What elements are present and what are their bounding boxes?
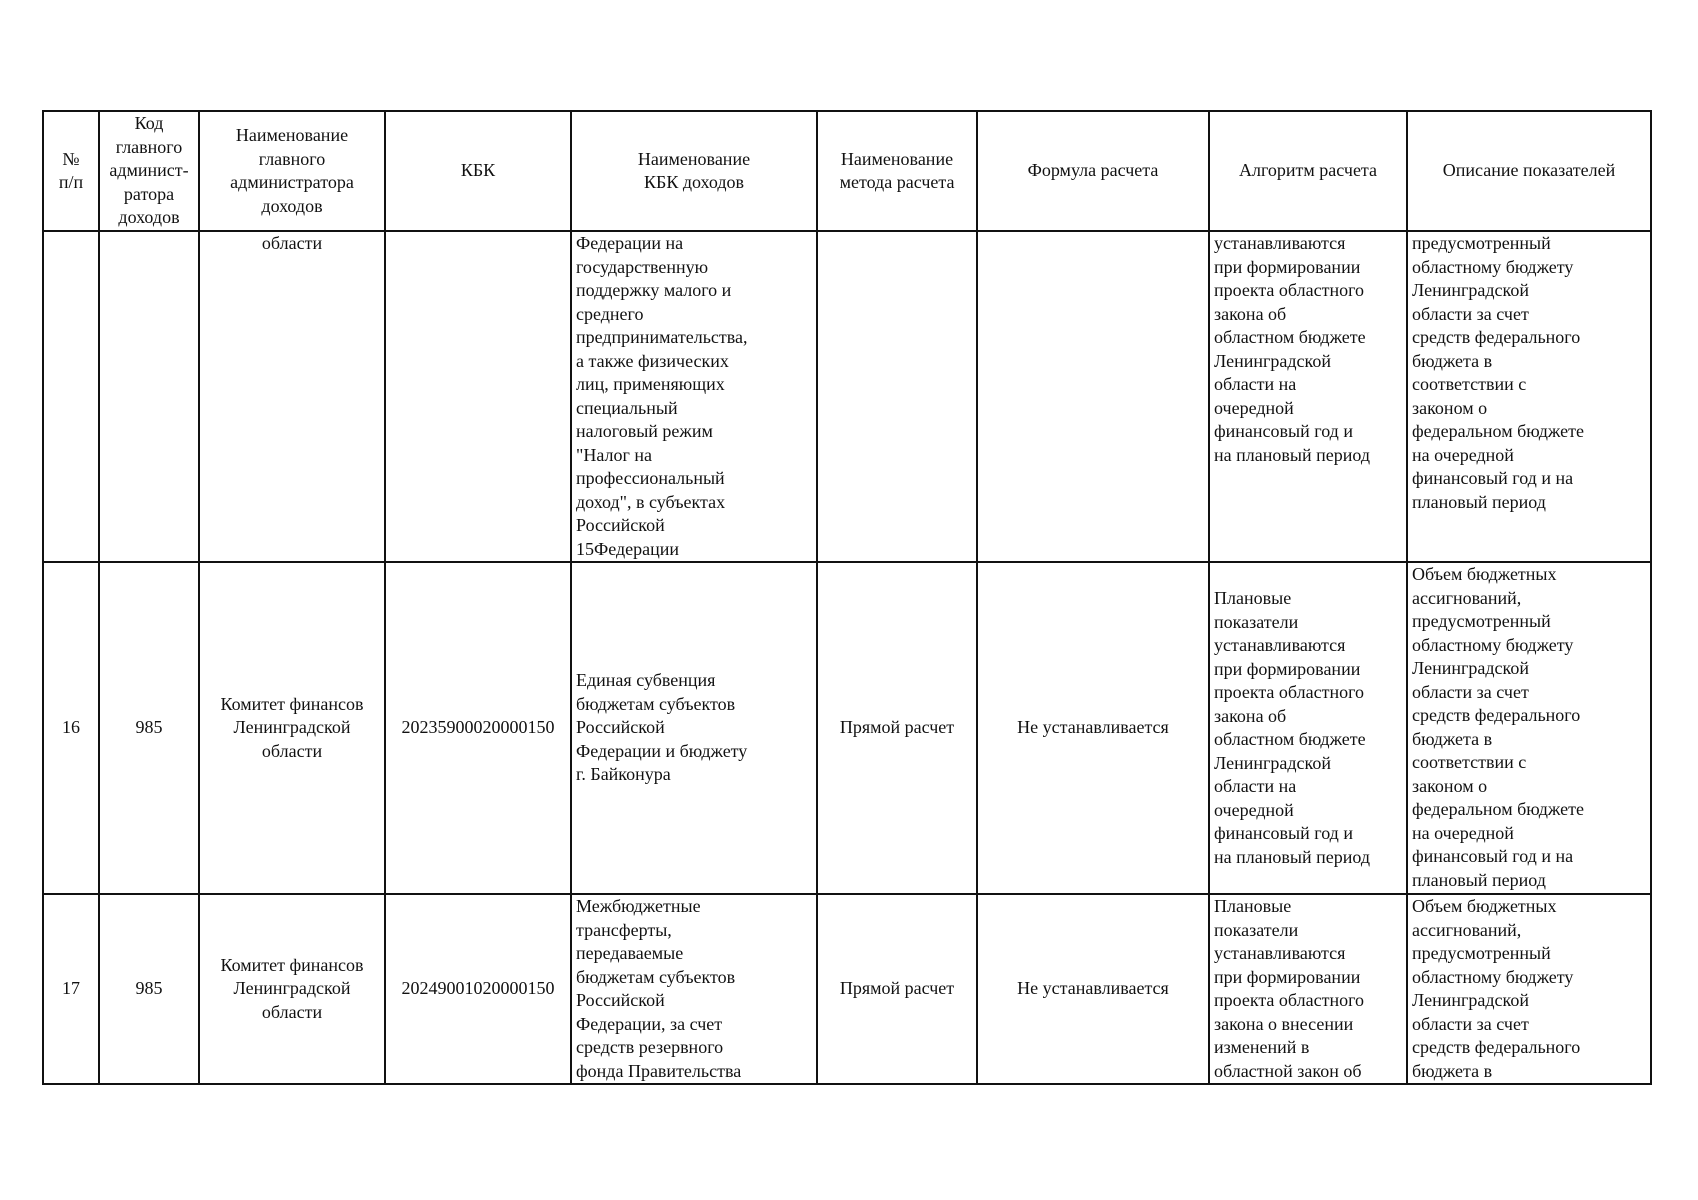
cell-formula: Не устанавливается xyxy=(977,894,1209,1084)
cell-method-name: Прямой расчет xyxy=(817,894,977,1084)
header-kbk-name: Наименование КБК доходов xyxy=(571,111,817,231)
cell-formula: Не устанавливается xyxy=(977,562,1209,894)
header-kbk: КБК xyxy=(385,111,571,231)
cell-num xyxy=(43,231,99,562)
header-indicators: Описание показателей xyxy=(1407,111,1651,231)
cell-kbk-name: Единая субвенция бюджетам субъектов Российской Федерации и бюджету г. Байконура xyxy=(571,562,817,894)
cell-algorithm: Плановые показатели устанавливаются при формировании проекта областного закона об областном бюджете Ленинградской области на очередной финансовый год и на плановый период xyxy=(1209,562,1407,894)
header-num: № п/п xyxy=(43,111,99,231)
cell-kbk-name: Межбюджетные трансферты, передаваемые бюджетам субъектов Российской Федерации, за счет средств резервного фонда Правительства xyxy=(571,894,817,1084)
cell-formula xyxy=(977,231,1209,562)
cell-admin-code xyxy=(99,231,199,562)
cell-kbk xyxy=(385,231,571,562)
cell-admin-code: 985 xyxy=(99,562,199,894)
header-admin-name: Наименование главного администратора доходов xyxy=(199,111,385,231)
cell-admin-code: 985 xyxy=(99,894,199,1084)
header-method-name: Наименование метода расчета xyxy=(817,111,977,231)
cell-admin-name: области xyxy=(199,231,385,562)
cell-indicators: Объем бюджетных ассигнований, предусмотренный областному бюджету Ленинградской области за счет средств федерального бюджета в соответствии с законом о федеральном бюджете на очередной финансовый год и на плановый период xyxy=(1407,562,1651,894)
cell-algorithm: Плановые показатели устанавливаются при формировании проекта областного закона о внесении изменений в областной закон об xyxy=(1209,894,1407,1084)
cell-num: 17 xyxy=(43,894,99,1084)
cell-kbk: 20249001020000150 xyxy=(385,894,571,1084)
cell-admin-name: Комитет финансов Ленинградской области xyxy=(199,894,385,1084)
table-row xyxy=(43,562,1651,894)
header-admin-code: Код главного админист- ратора доходов xyxy=(99,111,199,231)
cell-algorithm: устанавливаются при формировании проекта областного закона об областном бюджете Ленинградской области на очередной финансовый год и на плановый период xyxy=(1209,231,1407,562)
cell-kbk: 20235900020000150 xyxy=(385,562,571,894)
cell-num: 16 xyxy=(43,562,99,894)
revenue-calculation-table xyxy=(42,110,1652,1085)
cell-indicators: Объем бюджетных ассигнований, предусмотренный областному бюджету Ленинградской области за счет средств федерального бюджета в xyxy=(1407,894,1651,1084)
header-algorithm: Алгоритм расчета xyxy=(1209,111,1407,231)
table-header-row xyxy=(43,111,1651,231)
table-row xyxy=(43,231,1651,562)
cell-indicators: предусмотренный областному бюджету Ленинградской области за счет средств федерального бюджета в соответствии с законом о федеральном бюджете на очередной финансовый год и на плановый период xyxy=(1407,231,1651,562)
cell-kbk-name: Федерации на государственную поддержку малого и среднего предпринимательства, а также физических лиц, применяющих специальный налоговый режим "Налог на профессиональный доход", в субъектах Российской 15Федерации xyxy=(571,231,817,562)
cell-admin-name: Комитет финансов Ленинградской области xyxy=(199,562,385,894)
table-row xyxy=(43,894,1651,1084)
cell-method-name: Прямой расчет xyxy=(817,562,977,894)
header-formula: Формула расчета xyxy=(977,111,1209,231)
cell-method-name xyxy=(817,231,977,562)
